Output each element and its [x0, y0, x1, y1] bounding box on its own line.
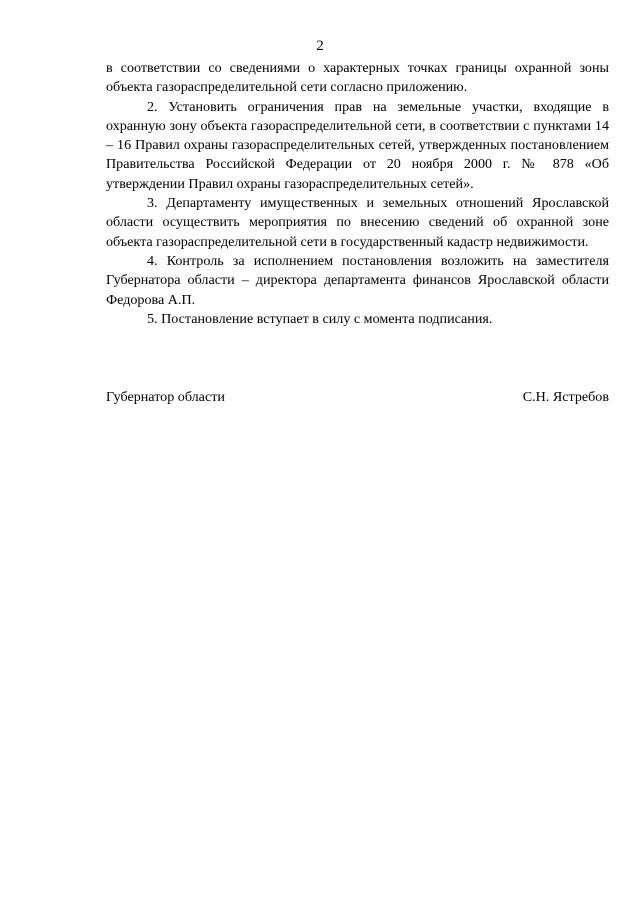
paragraph-item-5: 5. Постановление вступает в силу с момента подписания.: [147, 310, 493, 327]
page-number: 2: [316, 38, 324, 54]
paragraph-item-2: 2. Установить ограничения прав на земельные участки, входящие в охранную зону объекта газораспределительной сети, в соответствии с пунктами 14 – 16 Правил охраны газораспределительных сетей, утвержденных постановлением Правительства Российской Федерации от 20 ноября 2000 г. № 878 «Об утверждении Правил охраны газораспределительных сетей».: [106, 98, 609, 192]
document-body: [106, 59, 609, 329]
signatory-position: Губернатор области: [106, 389, 225, 405]
paragraph-continuation: в соответствии со сведениями о характерных точках границы охранной зоны объекта газораспределительной сети согласно приложению.: [106, 60, 609, 96]
signatory-name: С.Н. Ястребов: [522, 389, 609, 405]
signature-block: [106, 388, 609, 407]
paragraph-item-3: 3. Департаменту имущественных и земельных отношений Ярославской области осуществить мероприятия по внесению сведений об охранной зоне объекта газораспределительной сети в государственный кадастр недвижимости.: [106, 195, 609, 250]
paragraph-item-4: 4. Контроль за исполнением постановления возложить на заместителя Губернатора области – директора департамента финансов Ярославской области Федорова А.П.: [106, 252, 609, 308]
